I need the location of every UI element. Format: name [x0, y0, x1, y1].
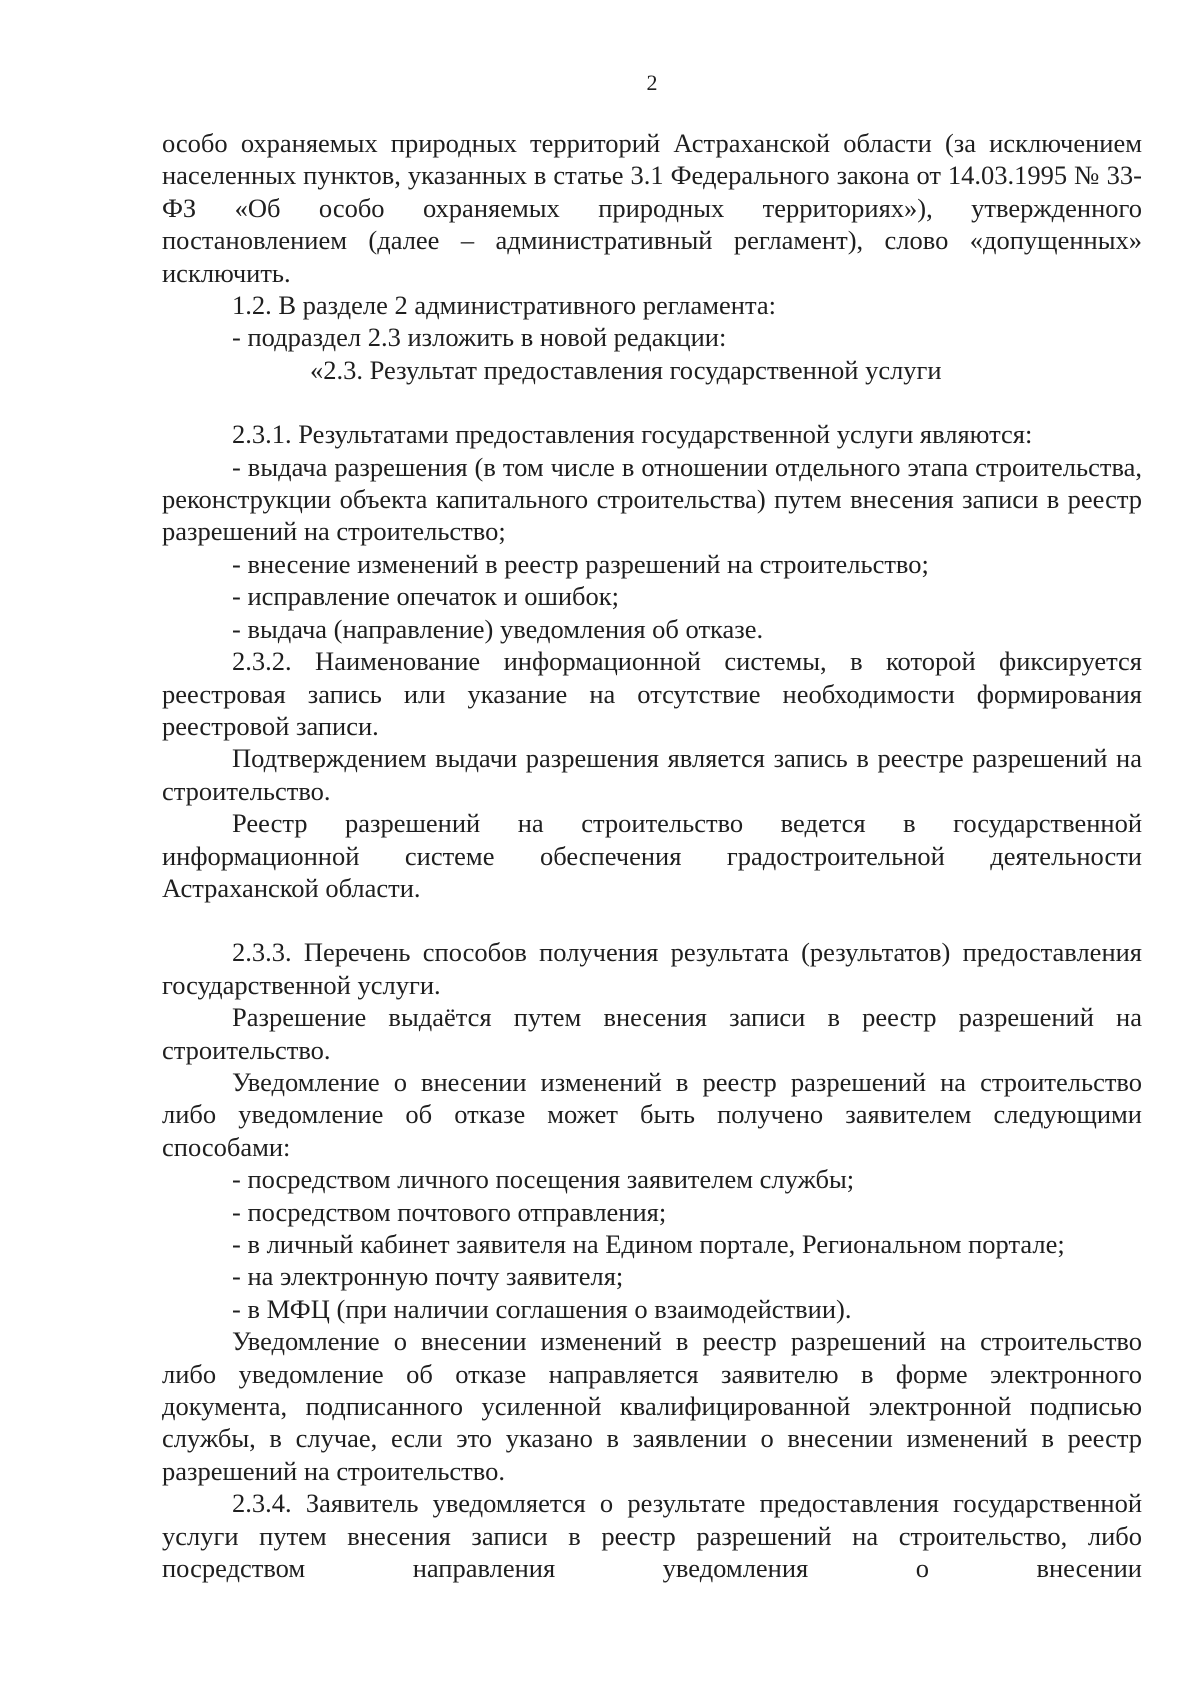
paragraph-p7: - внесение изменений в реестр разрешений на строительство;	[232, 548, 929, 579]
paragraph-p9: - выдача (направление) уведомления об отказе.	[232, 613, 764, 644]
paragraph-p21: Уведомление о внесении изменений в реестр разрешений на строительство либо уведомление об отказе направляется заявителю в форме электронного документа, подписанного усиленной квалифицированной электронной подписью службы, в случае, если это указано в заявлении о внесении изменений в реестр разрешений на строительство.	[162, 1326, 1142, 1486]
paragraph-p14: Разрешение выдаётся путем внесения записи в реестр разрешений на строительство.	[162, 1002, 1142, 1065]
paragraph-p20: - в МФЦ (при наличии соглашения о взаимодействии).	[232, 1293, 852, 1324]
paragraph-p13: 2.3.3. Перечень способов получения результата (результатов) предоставления государственной услуги.	[162, 937, 1142, 1000]
paragraph-p15: Уведомление о внесении изменений в реестр разрешений на строительство либо уведомление об отказе может быть получено заявителем следующими способами:	[162, 1066, 1142, 1162]
spacer-gap1	[162, 386, 1142, 418]
paragraph-p11: Подтверждением выдачи разрешения является запись в реестре разрешений на строительство.	[162, 743, 1142, 806]
paragraph-p5: 2.3.1. Результатами предоставления государственной услуги являются:	[232, 419, 1033, 450]
paragraph-p19: - на электронную почту заявителя;	[232, 1261, 624, 1292]
paragraph-p18: - в личный кабинет заявителя на Едином портале, Региональном портале;	[232, 1229, 1065, 1259]
paragraph-p22: 2.3.4. Заявитель уведомляется о результате предоставления государственной услуги путем внесения записи в реестр разрешений на строительство, либо посредством направления уведомления о внесении	[162, 1488, 1142, 1584]
paragraph-p4: «2.3. Результат предоставления государственной услуги	[310, 354, 942, 385]
page-number: 2	[646, 70, 658, 95]
paragraph-p10: 2.3.2. Наименование информационной системы, в которой фиксируется реестровая запись или указание на отсутствие необходимости формирования реестровой записи.	[162, 646, 1142, 741]
spacer-gap2	[162, 904, 1142, 936]
paragraph-p6: - выдача разрешения (в том числе в отношении отдельного этапа строительства, реконструкции объекта капитального строительства) путем внесения записи в реестр разрешений на строительство;	[162, 451, 1142, 547]
paragraph-p17: - посредством почтового отправления;	[232, 1196, 667, 1227]
paragraph-p8: - исправление опечаток и ошибок;	[232, 581, 620, 612]
paragraph-p3: - подраздел 2.3 изложить в новой редакции:	[232, 322, 727, 353]
paragraph-p16: - посредством личного посещения заявителем службы;	[232, 1164, 855, 1195]
paragraph-p12: Реестр разрешений на строительство ведется в государственной информационной системе обеспечения градостроительной деятельности Астраханской области.	[162, 808, 1142, 903]
paragraph-p1: особо охраняемых природных территорий Астраханской области (за исключением населенных пунктов, указанных в статье 3.1 Федерального закона от 14.03.1995 № 33-ФЗ «Об особо охраняемых природных территориях»), утвержденного постановлением (далее – административный регламент), слово «допущенных» исключить.	[162, 128, 1142, 288]
paragraph-p2: 1.2. В разделе 2 административного регламента:	[232, 290, 777, 321]
document-body	[162, 127, 1142, 1584]
